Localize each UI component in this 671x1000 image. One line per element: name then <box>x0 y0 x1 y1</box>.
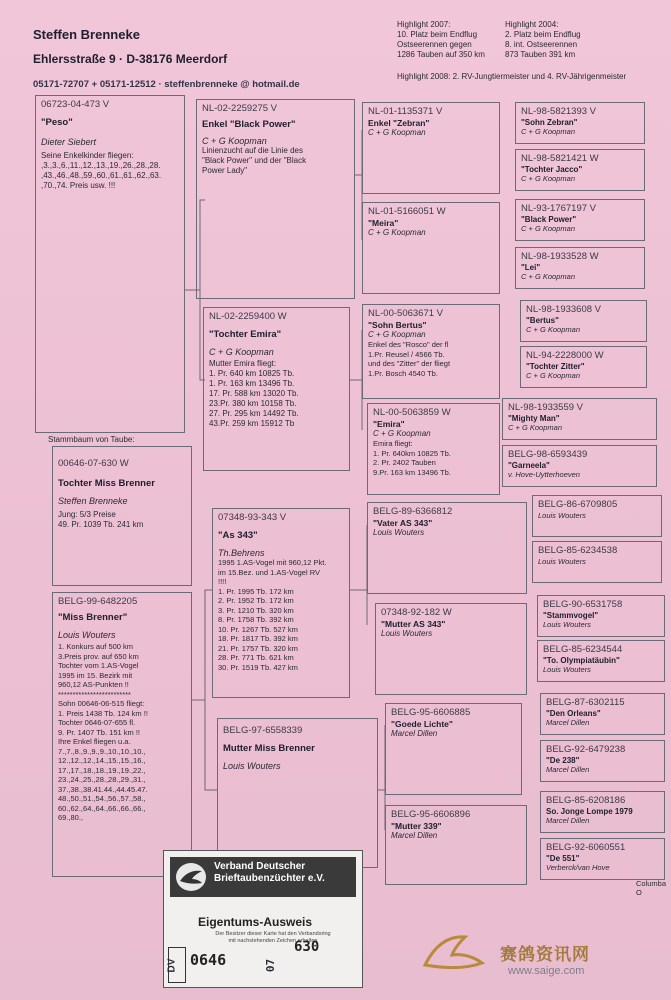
card-number-2: 07 <box>264 958 278 973</box>
gen2-box-4 <box>217 718 378 868</box>
gen2-box-2 <box>203 307 350 471</box>
subject-name: Tochter Miss Brenner <box>58 478 155 489</box>
gen3-name: "Mutter 339" <box>391 821 442 831</box>
card-fine-print: Der Besitzer dieser Karte hat den Verbandsring mit nachstehenden Zeichen erhalten <box>215 931 331 944</box>
gen3-name: Enkel "Zebran" <box>368 118 430 128</box>
owner-contact: 05171-72707 + 05171-12512 · steffenbrenneke @ hotmail.de <box>33 79 300 90</box>
gen3-box-1 <box>362 102 500 194</box>
subject-notes: Jung: 5/3 Preise 49. Pr. 1039 Tb. 241 km <box>58 510 144 529</box>
gen3-box-6 <box>375 603 527 695</box>
gen3-ring: BELG-89-6366812 <box>373 506 453 517</box>
gen4-ring: NL-98-1933608 V <box>526 304 601 315</box>
gen3-notes: Enkel des "Rosco" der fl 1.Pr. Reusel / 4566 Tb. und des "Zitter" der fliegt 1.Pr. Bosch 4540 Tb. <box>368 340 451 378</box>
gen2-breeder: C + G Koopman <box>202 136 267 146</box>
card-title: Eigentums-Ausweis <box>198 915 313 929</box>
gen4-ring: BELG-85-6208186 <box>546 795 626 806</box>
gen2-name: Enkel "Black Power" <box>202 119 296 130</box>
gen4-box <box>540 693 665 735</box>
gen4-breeder: Louis Wouters <box>538 557 586 566</box>
dam-name: "Miss Brenner" <box>58 612 128 623</box>
gen3-ring: BELG-95-6606896 <box>391 809 471 820</box>
gen3-ring: NL-01-5166051 W <box>368 206 446 217</box>
gen3-name: "Vater AS 343" <box>373 518 433 528</box>
ownership-card <box>163 850 363 988</box>
gen4-ring: NL-94-2228000 W <box>526 350 604 361</box>
gen2-ring: NL-02-2259400 W <box>209 311 287 322</box>
gen4-box <box>540 838 665 880</box>
gen3-notes: Emira fliegt: 1. Pr. 640km 10825 Tb. 2. Pr. 2402 Tauben 9.Pr. 163 km 13496 Tb. <box>373 439 451 477</box>
gen3-box-4 <box>367 403 500 495</box>
gen4-name: "Lei" <box>521 263 541 272</box>
gen3-ring: NL-01-1135371 V <box>368 106 443 117</box>
pigeon-watermark-icon <box>420 925 490 985</box>
gen3-name: "Emira" <box>373 419 405 429</box>
gen3-breeder: Louis Wouters <box>373 528 425 537</box>
gen4-box <box>515 149 645 191</box>
gen4-ring: BELG-92-6060551 <box>546 842 626 853</box>
gen2-notes: 1995 1.AS-Vogel mit 960,12 Pkt. im 15.Bez. und 1.AS-Vogel RV !!!! 1. Pr. 1995 Tb. 172 km 2. Pr. 1952 Tb. 172 km 3. Pr. 1210 Tb. 320 km 8. Pr. 1758 Tb. 392 km 10. Pr. 1267 Tb. 527 km 18. Pr. 1817 Tb. 392 km 21. Pr. 1757 Tb. 320 km 28. Pr. 771 Tb. 621 km 30. Pr. 1519 Tb. 427 km <box>218 558 327 672</box>
gen2-box-3 <box>212 508 350 698</box>
gen4-box <box>540 740 665 782</box>
owner-address: Ehlersstraße 9 · D-38176 Meerdorf <box>33 52 228 66</box>
dam-ring: BELG-99-6482205 <box>58 596 138 607</box>
gen2-name: Mutter Miss Brenner <box>223 743 315 754</box>
gen4-breeder: C + G Koopman <box>526 371 580 380</box>
gen3-ring: 07348-92-182 W <box>381 607 452 618</box>
subject-breeder: Steffen Brenneke <box>58 496 128 506</box>
gen2-name: "Tochter Emira" <box>209 329 282 340</box>
gen4-breeder: Louis Wouters <box>543 665 591 674</box>
gen3-ring: BELG-95-6606885 <box>391 707 471 718</box>
card-prefix: DV <box>166 958 178 973</box>
gen4-box <box>502 398 657 440</box>
gen4-name: "Black Power" <box>521 215 577 224</box>
footer-right-text: Columba O <box>636 879 667 897</box>
gen4-name: So. Jonge Lompe 1979 <box>546 807 633 816</box>
gen4-box <box>540 791 665 833</box>
card-prefix-box <box>168 947 186 983</box>
gen3-breeder: C + G Koopman <box>373 429 431 438</box>
gen3-name: "Mutter AS 343" <box>381 619 446 629</box>
gen4-name: "Bertus" <box>526 316 559 325</box>
sire-notes: Seine Enkelkinder fliegen: ,3.,3.,6.,11.,12.,13.,19.,26.,28.,28. ,43.,46.,48.,59.,60.,61.,61.,62.,63. ,70.,74. Preis usw. !!! <box>41 151 162 190</box>
gen3-breeder: Louis Wouters <box>381 629 433 638</box>
gen3-box-8 <box>385 805 527 885</box>
gen3-box-2 <box>362 202 500 294</box>
owner-name: Steffen Brenneke <box>33 27 140 42</box>
gen3-breeder: C + G Koopman <box>368 330 426 339</box>
sire-name: "Peso" <box>41 117 73 128</box>
gen4-breeder: C + G Koopman <box>526 325 580 334</box>
pedigree-label: Stammbaum von Taube: <box>48 435 135 444</box>
gen3-box-7 <box>385 703 522 795</box>
gen4-box <box>515 102 645 144</box>
gen2-box-1 <box>196 99 355 299</box>
highlight-2008: Highlight 2008: 2. RV-Jungtiermeister und 4. RV-Jährigenmeister <box>397 72 627 81</box>
sire-ring: 06723-04-473 V <box>41 99 110 110</box>
gen4-breeder: Marcel Dillen <box>546 816 590 825</box>
gen4-ring: NL-98-1933559 V <box>508 402 583 413</box>
watermark-chinese: 赛鸽资讯网 <box>500 945 590 964</box>
gen2-breeder: Louis Wouters <box>223 761 281 771</box>
gen4-breeder: C + G Koopman <box>521 272 575 281</box>
gen4-name: "Garneela" <box>508 461 550 470</box>
gen2-breeder: C + G Koopman <box>209 347 274 357</box>
gen4-breeder: C + G Koopman <box>521 174 575 183</box>
gen2-notes: Mutter Emira fliegt: 1. Pr. 640 km 10825 Tb. 1. Pr. 163 km 13496 Tb. 17. Pr. 588 km 13020 Tb. 23.Pr. 380 km 10158 Tb. 27. Pr. 295 km 14492 Tb. 43.Pr. 259 km 15912 Tb <box>209 359 299 428</box>
gen4-breeder: Marcel Dillen <box>546 718 590 727</box>
gen3-name: "Meira" <box>368 218 399 228</box>
gen4-ring: NL-98-5821393 V <box>521 106 596 117</box>
gen4-ring: BELG-98-6593439 <box>508 449 588 460</box>
gen3-name: "Goede Lichte" <box>391 719 453 729</box>
gen4-name: "De 238" <box>546 756 580 765</box>
gen4-breeder: Louis Wouters <box>538 511 586 520</box>
gen4-name: "Sohn Zebran" <box>521 118 578 127</box>
gen4-breeder: v. Hove-Uytterhoeven <box>508 470 580 479</box>
gen2-notes: Linienzucht auf die Linie des "Black Power" und der "Black Power Lady" <box>202 146 307 175</box>
gen4-box <box>515 247 645 289</box>
card-org-line2: Brieftaubenzüchter e.V. <box>214 873 325 884</box>
gen4-name: "De 551" <box>546 854 580 863</box>
gen4-breeder: Verberck/van Hove <box>546 863 610 872</box>
gen4-ring: NL-98-1933528 W <box>521 251 599 262</box>
gen2-ring: NL-02-2259275 V <box>202 103 277 114</box>
gen4-breeder: C + G Koopman <box>508 423 562 432</box>
gen4-box <box>532 495 662 537</box>
gen4-name: "Mighty Man" <box>508 414 560 423</box>
dove-logo-icon <box>176 863 206 891</box>
gen3-box-3 <box>362 304 500 399</box>
dam-breeder: Louis Wouters <box>58 630 116 640</box>
watermark-url: www.saige.com <box>508 965 585 977</box>
card-number-3: 630 <box>294 939 320 955</box>
highlight-2007: Highlight 2007: 10. Platz beim Endflug Ostseerennen gegen 1286 Tauben auf 350 km <box>397 20 485 59</box>
gen4-ring: BELG-87-6302115 <box>546 697 625 708</box>
gen4-name: "Tochter Zitter" <box>526 362 585 371</box>
card-number-2-box <box>264 947 280 983</box>
gen4-ring: BELG-92-6479238 <box>546 744 626 755</box>
gen4-breeder: C + G Koopman <box>521 224 575 233</box>
gen4-ring: NL-98-5821421 W <box>521 153 599 164</box>
gen2-ring: BELG-97-6558339 <box>223 725 303 736</box>
gen3-breeder: Marcel Dillen <box>391 831 438 840</box>
gen3-name: "Sohn Bertus" <box>368 320 427 330</box>
gen4-box <box>520 346 647 388</box>
dam-notes: 1. Konkurs auf 500 km 3.Preis prov. auf 650 km Tochter vom 1.AS-Vogel 1995 im 15. Bezirk mit 960,12 AS-Punkten !! ************************* Sohn 00646-06-515 fliegt: 1. Preis 1438 Tb. 124 km !! Tochter 0646-07-655 fl. 9. Pr. 1407 Tb. 151 km !! Ihre Enkel fliegen u.a. 7.,7.,8.,9.,9.,9.,10.,10.,10., 12.,12.,12.,14.,15.,15.,16., 17.,17.,18.,18.,19.,19.,22., 23.,24.,25.,28.,28.,29.,31., 37.,38.,38.41.44.,44.45.47. 48.,50.,51.,54.,56.,57.,58., 60.,62.,64.,64.,66.,66.,66., 69.,80., <box>58 642 148 822</box>
gen4-name: "Tochter Jacco" <box>521 165 583 174</box>
gen4-box <box>520 300 647 342</box>
card-number-1: 0646 <box>190 951 227 969</box>
gen2-name: "As 343" <box>218 530 258 541</box>
gen4-name: "Den Orleans" <box>546 709 601 718</box>
gen4-breeder: Louis Wouters <box>543 620 591 629</box>
gen3-ring: NL-00-5063671 V <box>368 308 443 319</box>
gen3-breeder: C + G Koopman <box>368 128 426 137</box>
gen4-name: "Stammvogel" <box>543 611 599 620</box>
gen4-ring: BELG-85-6234538 <box>538 545 618 556</box>
subject-ring: 00646-07-630 W <box>58 458 129 469</box>
gen4-box <box>537 640 665 682</box>
gen4-ring: NL-93-1767197 V <box>521 203 596 214</box>
gen4-box <box>502 445 657 487</box>
gen4-box <box>515 199 645 241</box>
gen2-ring: 07348-93-343 V <box>218 512 287 523</box>
gen3-breeder: C + G Koopman <box>368 228 426 237</box>
gen4-ring: BELG-85-6234544 <box>543 644 623 655</box>
gen4-breeder: C + G Koopman <box>521 127 575 136</box>
gen4-name: "To. Olympiatäubin" <box>543 656 620 665</box>
gen2-breeder: Th.Behrens <box>218 548 265 558</box>
highlight-2004: Highlight 2004: 2. Platz beim Endflug 8. int. Ostseerennen 873 Tauben 391 km <box>505 20 581 59</box>
gen3-ring: NL-00-5063859 W <box>373 407 451 418</box>
card-org-line1: Verband Deutscher <box>214 861 306 872</box>
gen4-ring: BELG-86-6709805 <box>538 499 618 510</box>
gen3-box-5 <box>367 502 527 594</box>
gen4-breeder: Marcel Dillen <box>546 765 590 774</box>
gen3-breeder: Marcel Dillen <box>391 729 438 738</box>
gen4-box <box>532 541 662 583</box>
sire-breeder: Dieter Siebert <box>41 137 97 147</box>
gen4-box <box>537 595 665 637</box>
gen4-ring: BELG-90-6531758 <box>543 599 623 610</box>
